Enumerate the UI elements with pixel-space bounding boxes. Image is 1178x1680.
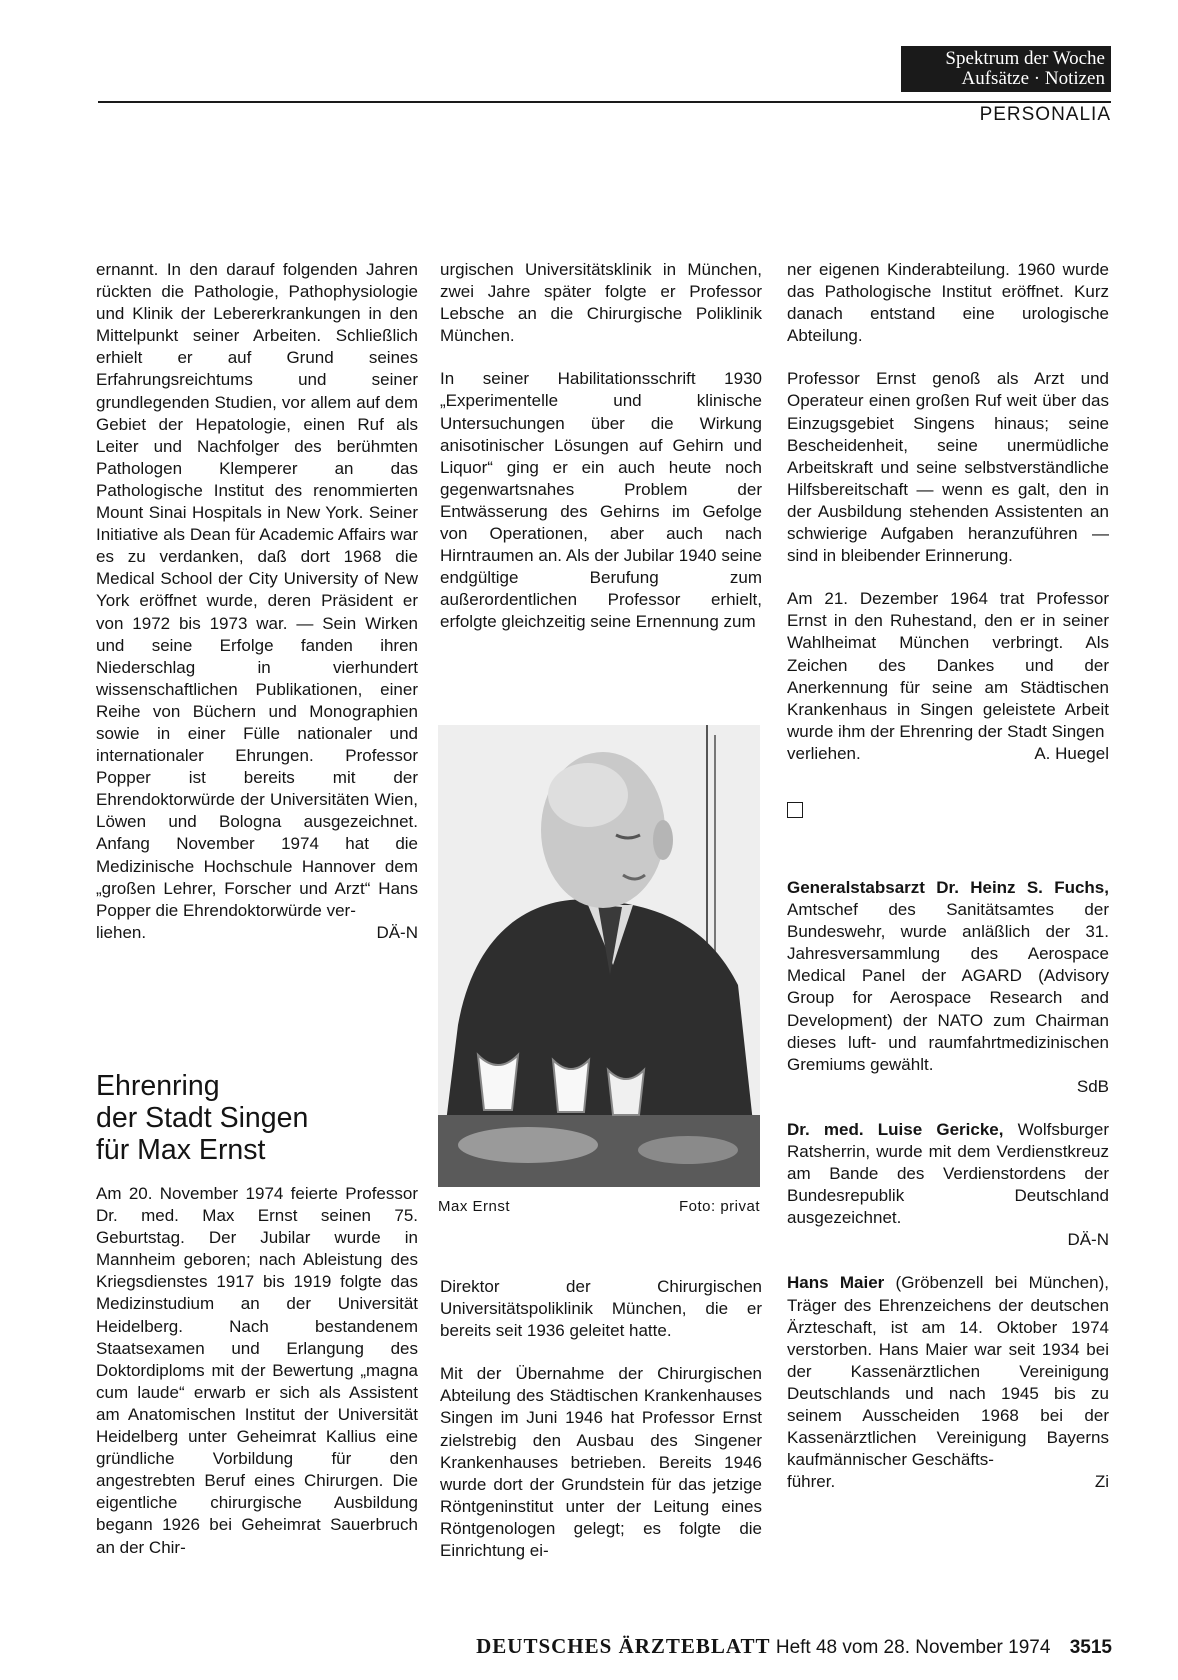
signature-line: liehen. DÄ-N <box>96 922 418 944</box>
caption-name: Max Ernst <box>438 1198 511 1215</box>
author-signature: SdB <box>1076 1076 1109 1096</box>
column-2-continued <box>440 1276 762 1562</box>
signature-line: verliehen. A. Huegel <box>787 743 1109 765</box>
page-footer <box>422 1634 1112 1659</box>
paragraph: Professor Ernst genoß als Arzt und Operateur einen großen Ruf weit über das Einzugsgebiet Singens hinaus; seine Bescheidenheit, seine unermüdliche Arbeitskraft und seine selbstverständliche Hilfsbereitschaft — wenn es galt, den in der Ausbildung stehenden Assistenten an schwierige Aufgaben heranzuführen — sind in bleibender Erinnerung. <box>787 369 1109 566</box>
photo-caption <box>438 1198 760 1215</box>
column-3 <box>787 259 1109 1493</box>
portrait-photo <box>438 725 760 1187</box>
section-badge <box>901 46 1111 92</box>
signature-line <box>787 1076 1109 1098</box>
author-signature: DÄ-N <box>376 922 418 942</box>
news-item-gericke: Dr. med. Luise Gericke, Wolfsburger Ratsherrin, wurde mit dem Verdienstkreuz am Bande des Verdienstordens der Bundesrepublik Deutschland ausgezeichnet. <box>787 1119 1110 1228</box>
paragraph: In seiner Habilitationsschrift 1930 „Experimentelle und klinische Untersuchungen über die Wirkung anisotinischer Lösungen auf Gehirn und Liquor“ ging er ein auch heute noch gegenwartsnahes Problem der Entwässerung des Gehirns im Gefolge von Operationen, aber auch nach Hirntraumen an. Als der Jubilar 1940 seine endgültige Berufung zum außerordentlichen Professor erhielt, erfolgte gleichzeitig seine Ernennung zum <box>440 369 762 632</box>
paragraph: Direktor der Chirurgischen Universitätspoliklinik München, die er bereits seit 1936 geleitet hatte. <box>440 1277 762 1341</box>
section-label: PERSONALIA <box>979 104 1111 125</box>
issue-info: Heft 48 vom 28. November 1974 <box>775 1637 1051 1658</box>
author-signature: Zi <box>1094 1472 1109 1492</box>
page-number: 3515 <box>1069 1637 1112 1658</box>
column-1-article <box>96 1183 418 1559</box>
separator-square <box>787 802 803 818</box>
signature-line <box>787 1229 1109 1251</box>
ernst-article-intro: Am 20. November 1974 feierte Professor Dr. med. Max Ernst seinen 75. Geburtstag. Der Jubilar wurde in Mannheim geboren; nach Ableistung des Kriegsdienstes 1917 bis 1919 folgte das Medizinstudium an der Universität Heidelberg. Nach bestandenem Staatsexamen und Erlangung des Doktordiploms mit der Bewertung „magna cum laude“ erwarb er sich als Assistent am Anatomischen Institut der Universität Heidelberg unter Geheimrat Kallius eine gründliche Vorbildung für den angestrebten Beruf eines Chirurgen. Die eigentliche chirurgische Ausbildung begann 1926 bei Geheimrat Sauerbruch an der Chir- <box>96 1184 418 1557</box>
signature-line: führer. Zi <box>787 1471 1109 1493</box>
journal-title: DEUTSCHES ÄRZTEBLATT <box>476 1634 771 1658</box>
column-1 <box>96 259 418 944</box>
badge-line-1: Spektrum der Woche <box>945 48 1105 69</box>
author-signature: A. Huegel <box>1034 743 1109 763</box>
column-2 <box>440 259 762 634</box>
caption-credit: Foto: privat <box>678 1198 760 1215</box>
author-signature: DÄ-N <box>1067 1230 1109 1250</box>
paragraph: Am 21. Dezember 1964 trat Professor Ernst in den Ruhestand, den er in seiner Wahlheimat München verbringt. Als Zeichen des Dankes und der Anerkennung für seine am Städtischen Krankenhaus in Singen geleistete Arbeit wurde ihm der Ehrenring der Stadt Singen <box>787 589 1109 741</box>
paragraph: urgischen Universitätsklinik in München, zwei Jahre später folgte er Professor Lebsche an die Chirurgische Poliklinik München. <box>440 260 762 346</box>
popper-article-text: ernannt. In den darauf folgenden Jahren rückten die Pathologie, Pathophysiologie und Klinik der Lebererkrankungen in den Mittelpunkt seiner Arbeiten. Schließlich erhielt er auf Grund seines Erfahrungsreichtums und seiner grundlegenden Studien, vor allem auf dem Gebiet der Hepatologie, einen Ruf als Leiter und Nachfolger des berühmten Pathologen Klemperer an das Pathologische Institut des renommierten Mount Sinai Hospitals in New York. Seiner Initiative als Dean für Academic Affairs war es zu verdanken, daß dort 1968 die Medical School der City University of New York eröffnet wurde, deren Präsident er von 1972 bis 1973 war. — Sein Wirken und seine Erfolge fanden ihren Niederschlag in vierhundert wissenschaftlichen Publikationen, einer Reihe von Büchern und Monographien sowie in einer Fülle nationaler und internationaler Ehrungen. Professor Popper ist bereits mit der Ehrendoktorwürde der Universitäten Wien, Löwen und Bologna ausgezeichnet. Anfang November 1974 hat die Medizinische Hochschule Hannover dem „großen Lehrer, Forscher und Arzt“ Hans Popper die Ehrendoktorwürde ver- <box>96 260 418 920</box>
paragraph: Mit der Übernahme der Chirurgischen Abteilung des Städtischen Krankenhauses Singen im Juni 1946 hat Professor Ernst zielstrebig den Ausbau des Singener Krankenhauses betrieben. Bereits 1946 wurde dort der Grundstein für das jetzige Röntgeninstitut unter der Leitung eines Röntgenologen gelegt; es folgte die Einrichtung ei- <box>440 1364 762 1561</box>
paragraph: ner eigenen Kinderabteilung. 1960 wurde das Pathologische Institut eröffnet. Kurz danach entstand eine urologische Abteilung. <box>787 260 1109 346</box>
badge-line-2: Aufsätze · Notizen <box>961 68 1105 89</box>
article-headline: Ehrenring der Stadt Singen für Max Ernst <box>96 1070 309 1166</box>
news-item-fuchs: Generalstabsarzt Dr. Heinz S. Fuchs, Amtschef des Sanitätsamtes der Bundeswehr, wurde anläßlich der 31. Jahresversammlung des Aerospace Medical Panel der AGARD (Advisory Group for Aerospace Research and Development) der NATO zum Chairman dieses luft- und raumfahrtmedizinischen Gremiums gewählt. <box>787 877 1109 1074</box>
news-item-maier: Hans Maier (Gröbenzell bei München), Träger des Ehrenzeichens der deutschen Ärzteschaft, ist am 14. Oktober 1974 verstorben. Hans Maier war seit 1934 bei der Kassenärztlichen Vereinigung Deutschlands und nach 1945 bis zu seinem Ausscheiden 1968 bei der Kassenärztlichen Vereinigung Bayerns kaufmännischer Geschäfts- <box>787 1273 1109 1470</box>
header-rule <box>98 101 1111 103</box>
